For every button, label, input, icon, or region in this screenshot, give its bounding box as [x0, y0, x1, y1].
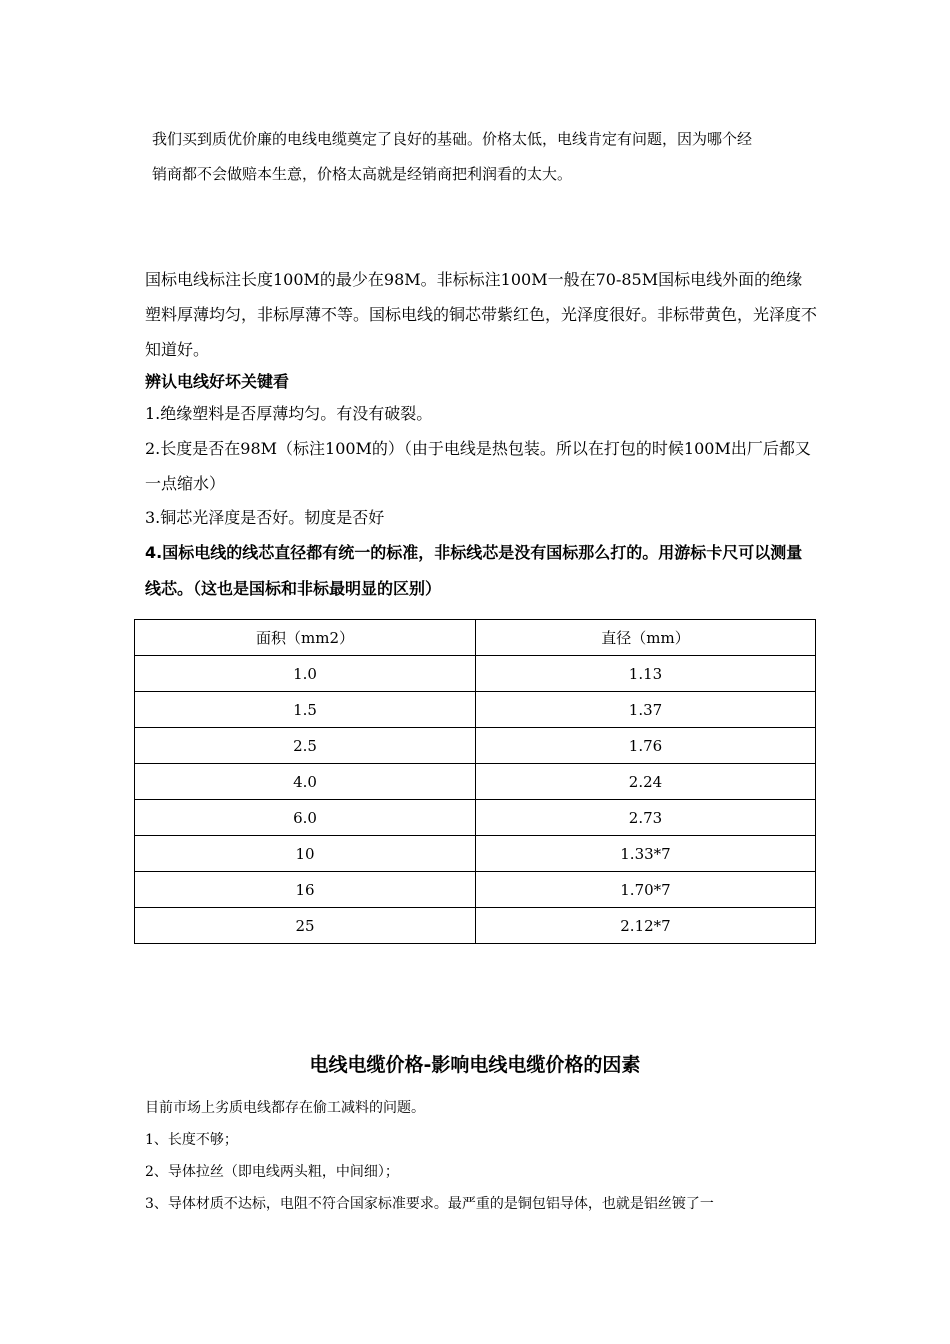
cell-area: 1.5 [135, 692, 476, 728]
list-item: 1.绝缘塑料是否厚薄均匀。有没有破裂。 [145, 404, 433, 423]
table-row [135, 692, 816, 728]
column-header-diameter: 直径（mm） [476, 620, 816, 656]
intro-line-2: 销商都不会做赔本生意，价格太高就是经销商把利润看的太大。 [152, 165, 573, 183]
list-item-bold: 4.国标电线的线芯直径都有统一的标准，非标线芯是没有国标那么打的。用游标卡尺可以测量线芯。（这也是国标和非标最明显的区别） [145, 543, 803, 598]
cell-diameter: 2.12*7 [476, 908, 816, 944]
intro-line-1: 我们买到质优价廉的电线电缆奠定了良好的基础。价格太低，电线肯定有问题，因为哪个经 [152, 130, 753, 148]
table-row [135, 656, 816, 692]
table-row [135, 728, 816, 764]
cell-diameter: 2.73 [476, 800, 816, 836]
cell-area: 1.0 [135, 656, 476, 692]
price-section-title: 电线电缆价格-影响电线电缆价格的因素 [309, 1054, 641, 1076]
table-row [135, 836, 816, 872]
standard-comparison-paragraph: 国标电线标注长度100M的最少在98M。非标标注100M一般在70-85M国标电线外面的绝缘塑料厚薄均匀，非标厚薄不等。国标电线的铜芯带紫红色，光泽度很好。非标带黄色，光泽度不知道好。 [145, 270, 818, 359]
cell-diameter: 1.33*7 [476, 836, 816, 872]
price-intro-line: 目前市场上劣质电线都存在偷工减料的问题。 [145, 1100, 425, 1116]
cell-diameter: 1.76 [476, 728, 816, 764]
cell-diameter: 1.37 [476, 692, 816, 728]
table-row [135, 908, 816, 944]
list-item: 2.长度是否在98M（标注100M的）（由于电线是热包装。所以在打包的时候100M出厂后都又一点缩水） [145, 439, 811, 493]
table-row [135, 764, 816, 800]
cell-area: 10 [135, 836, 476, 872]
identification-section [145, 262, 817, 607]
cell-area: 25 [135, 908, 476, 944]
list-item: 3.铜芯光泽度是否好。韧度是否好 [145, 508, 385, 527]
cell-diameter: 1.70*7 [476, 872, 816, 908]
cell-area: 4.0 [135, 764, 476, 800]
price-factors-section [145, 1092, 815, 1220]
table-row [135, 872, 816, 908]
column-header-area: 面积（mm2） [135, 620, 476, 656]
table-row [135, 800, 816, 836]
table-header-row [135, 620, 816, 656]
cell-diameter: 1.13 [476, 656, 816, 692]
cell-area: 2.5 [135, 728, 476, 764]
wire-spec-table [134, 619, 816, 944]
cell-diameter: 2.24 [476, 764, 816, 800]
cell-area: 16 [135, 872, 476, 908]
cell-area: 6.0 [135, 800, 476, 836]
intro-paragraph [152, 122, 812, 192]
section-heading: 辨认电线好坏关键看 [145, 372, 290, 391]
list-item: 3、导体材质不达标，电阻不符合国家标准要求。最严重的是铜包铝导体，也就是铝丝镀了一 [145, 1196, 714, 1212]
list-item: 1、长度不够； [145, 1132, 238, 1148]
list-item: 2、导体拉丝（即电线两头粗，中间细）； [145, 1164, 399, 1180]
